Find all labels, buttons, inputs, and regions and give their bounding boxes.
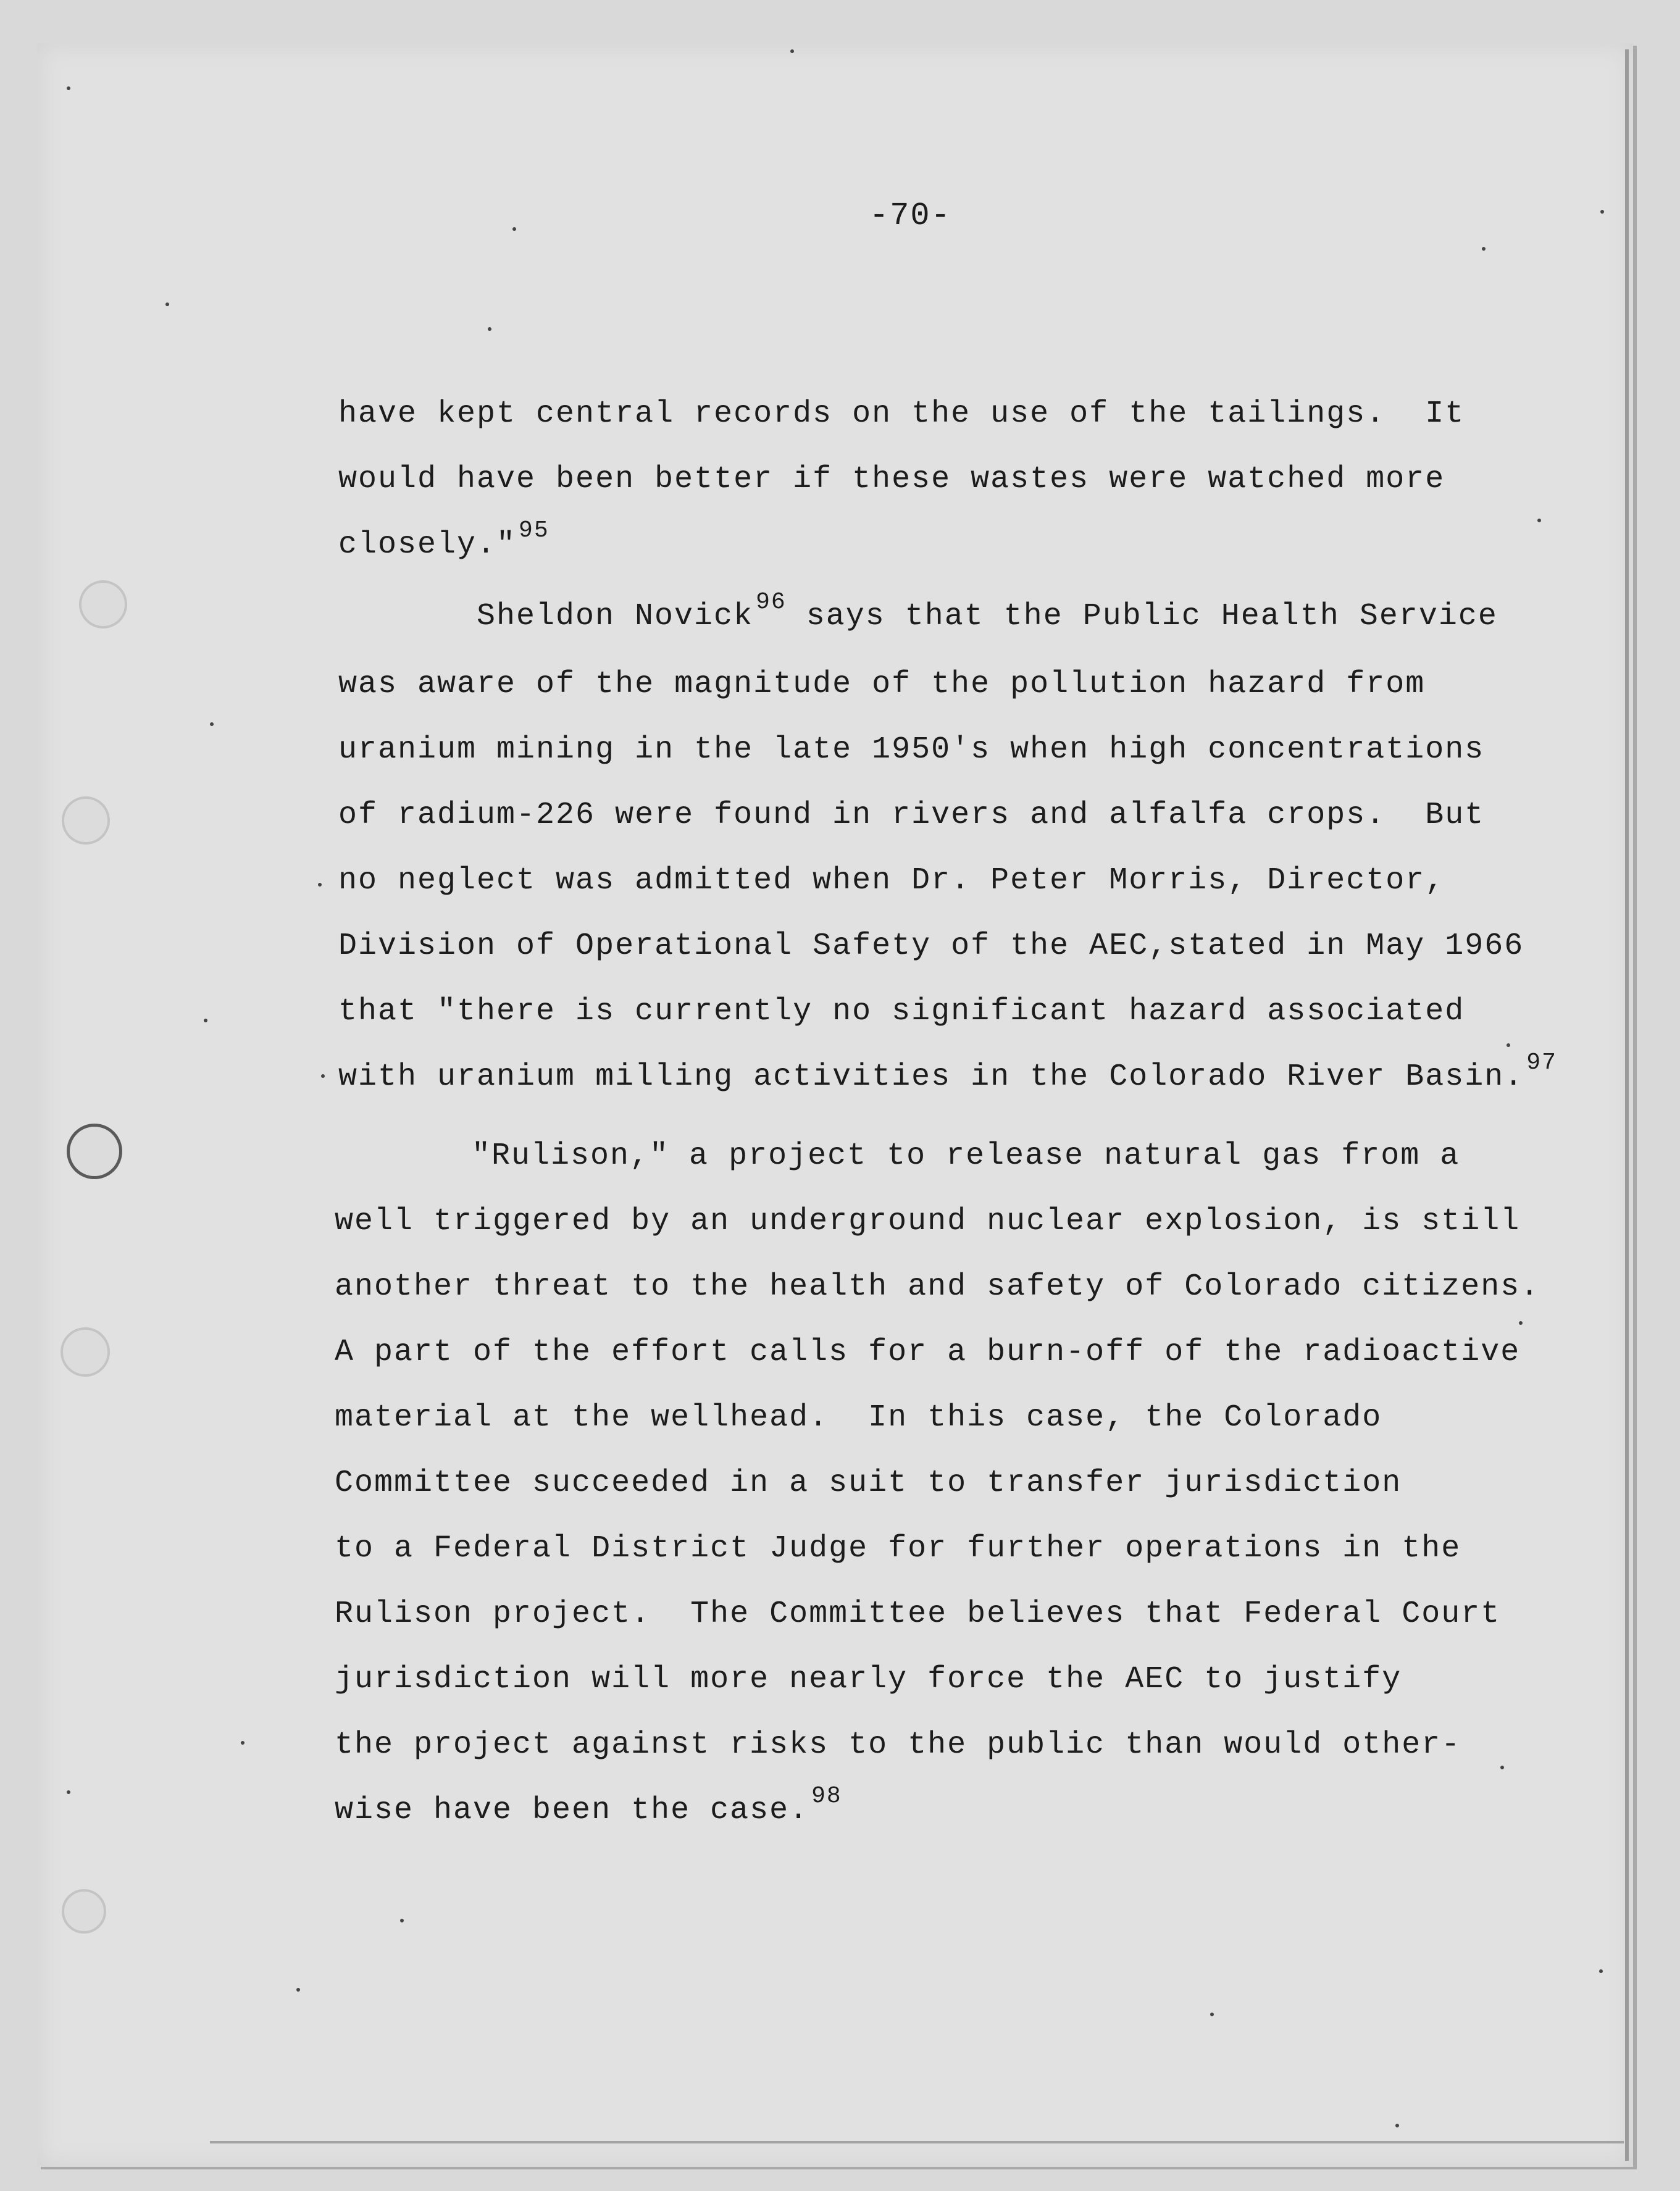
speck [1482,247,1486,251]
punch-hole-4 [61,1327,110,1377]
text-line: "Rulison," a project to release natural gas from a [472,1138,1460,1174]
footnote-marker: 97 [1526,1050,1557,1076]
speck [67,1790,70,1794]
text-line: to a Federal District Judge for further operations in the [335,1531,1461,1566]
text-line: wise have been the case. $^{98}$ [335,1783,842,1828]
text-line: well triggered by an underground nuclear explosion, is still [335,1204,1521,1239]
sheet-bottom-edge [210,2141,1624,2143]
speck [1507,1043,1510,1047]
text-line: closely." $^{95}$ [338,517,550,562]
text-line: jurisdiction will more nearly force the AEC to justify [335,1662,1402,1697]
text-line: Rulison project. The Committee believes that Federal Court [335,1596,1501,1632]
text-line: no neglect was admitted when Dr. Peter Morris, Director, [338,863,1445,898]
text-line: Division of Operational Safety of the AEC,stated in May 1966 [338,929,1524,964]
speck [204,1019,207,1022]
punch-hole-3 [67,1124,122,1179]
page-number: -70- [869,198,951,234]
speck [1395,2124,1399,2127]
text-line: A part of the effort calls for a burn-off of the radioactive [335,1335,1521,1370]
punch-hole-1 [79,580,127,628]
speck [1537,519,1541,522]
speck [1210,2013,1214,2016]
speck [241,1741,244,1745]
speck [210,722,214,726]
footnote-marker: 95 [519,517,550,544]
text-line: have kept central records on the use of the tailings. It [338,396,1465,432]
text-line: uranium mining in the late 1950's when high concentrations [338,732,1485,767]
speck [1500,1766,1504,1769]
speck [790,49,794,53]
speck [400,1919,404,1922]
speck [1519,1321,1523,1325]
footnote-marker: 98 [811,1783,842,1809]
footnote-marker: 96 [756,589,787,616]
text-line: that "there is currently no significant hazard associated [338,994,1465,1029]
text-line: Sheldon Novick $^{96}$ says that the Public Health Service [477,589,1498,634]
text-line: the project against risks to the public than would other- [335,1727,1461,1763]
text-line: another threat to the health and safety of Colorado citizens. [335,1269,1540,1304]
text-line: Committee succeeded in a suit to transfer jurisdiction [335,1466,1402,1501]
text-line: with uranium milling activities in the Colorado River Basin. $^{97}$ [338,1050,1557,1095]
speck [318,883,322,887]
paper-sheet [37,43,1633,2167]
sheet-right-edge [1625,49,1629,2161]
speck [165,303,169,306]
speck [296,1988,300,1992]
text-line: of radium-226 were found in rivers and alfalfa crops. But [338,798,1485,833]
speck [321,1074,325,1078]
punch-hole-5 [62,1889,106,1934]
text-line: would have been better if these wastes were watched more [338,462,1445,497]
text-line: was aware of the magnitude of the pollution hazard from [338,667,1426,702]
speck [488,327,491,331]
speck [1599,1969,1603,1973]
speck [1600,210,1604,214]
text-line: material at the wellhead. In this case, the Colorado [335,1400,1382,1435]
speck [512,227,516,231]
